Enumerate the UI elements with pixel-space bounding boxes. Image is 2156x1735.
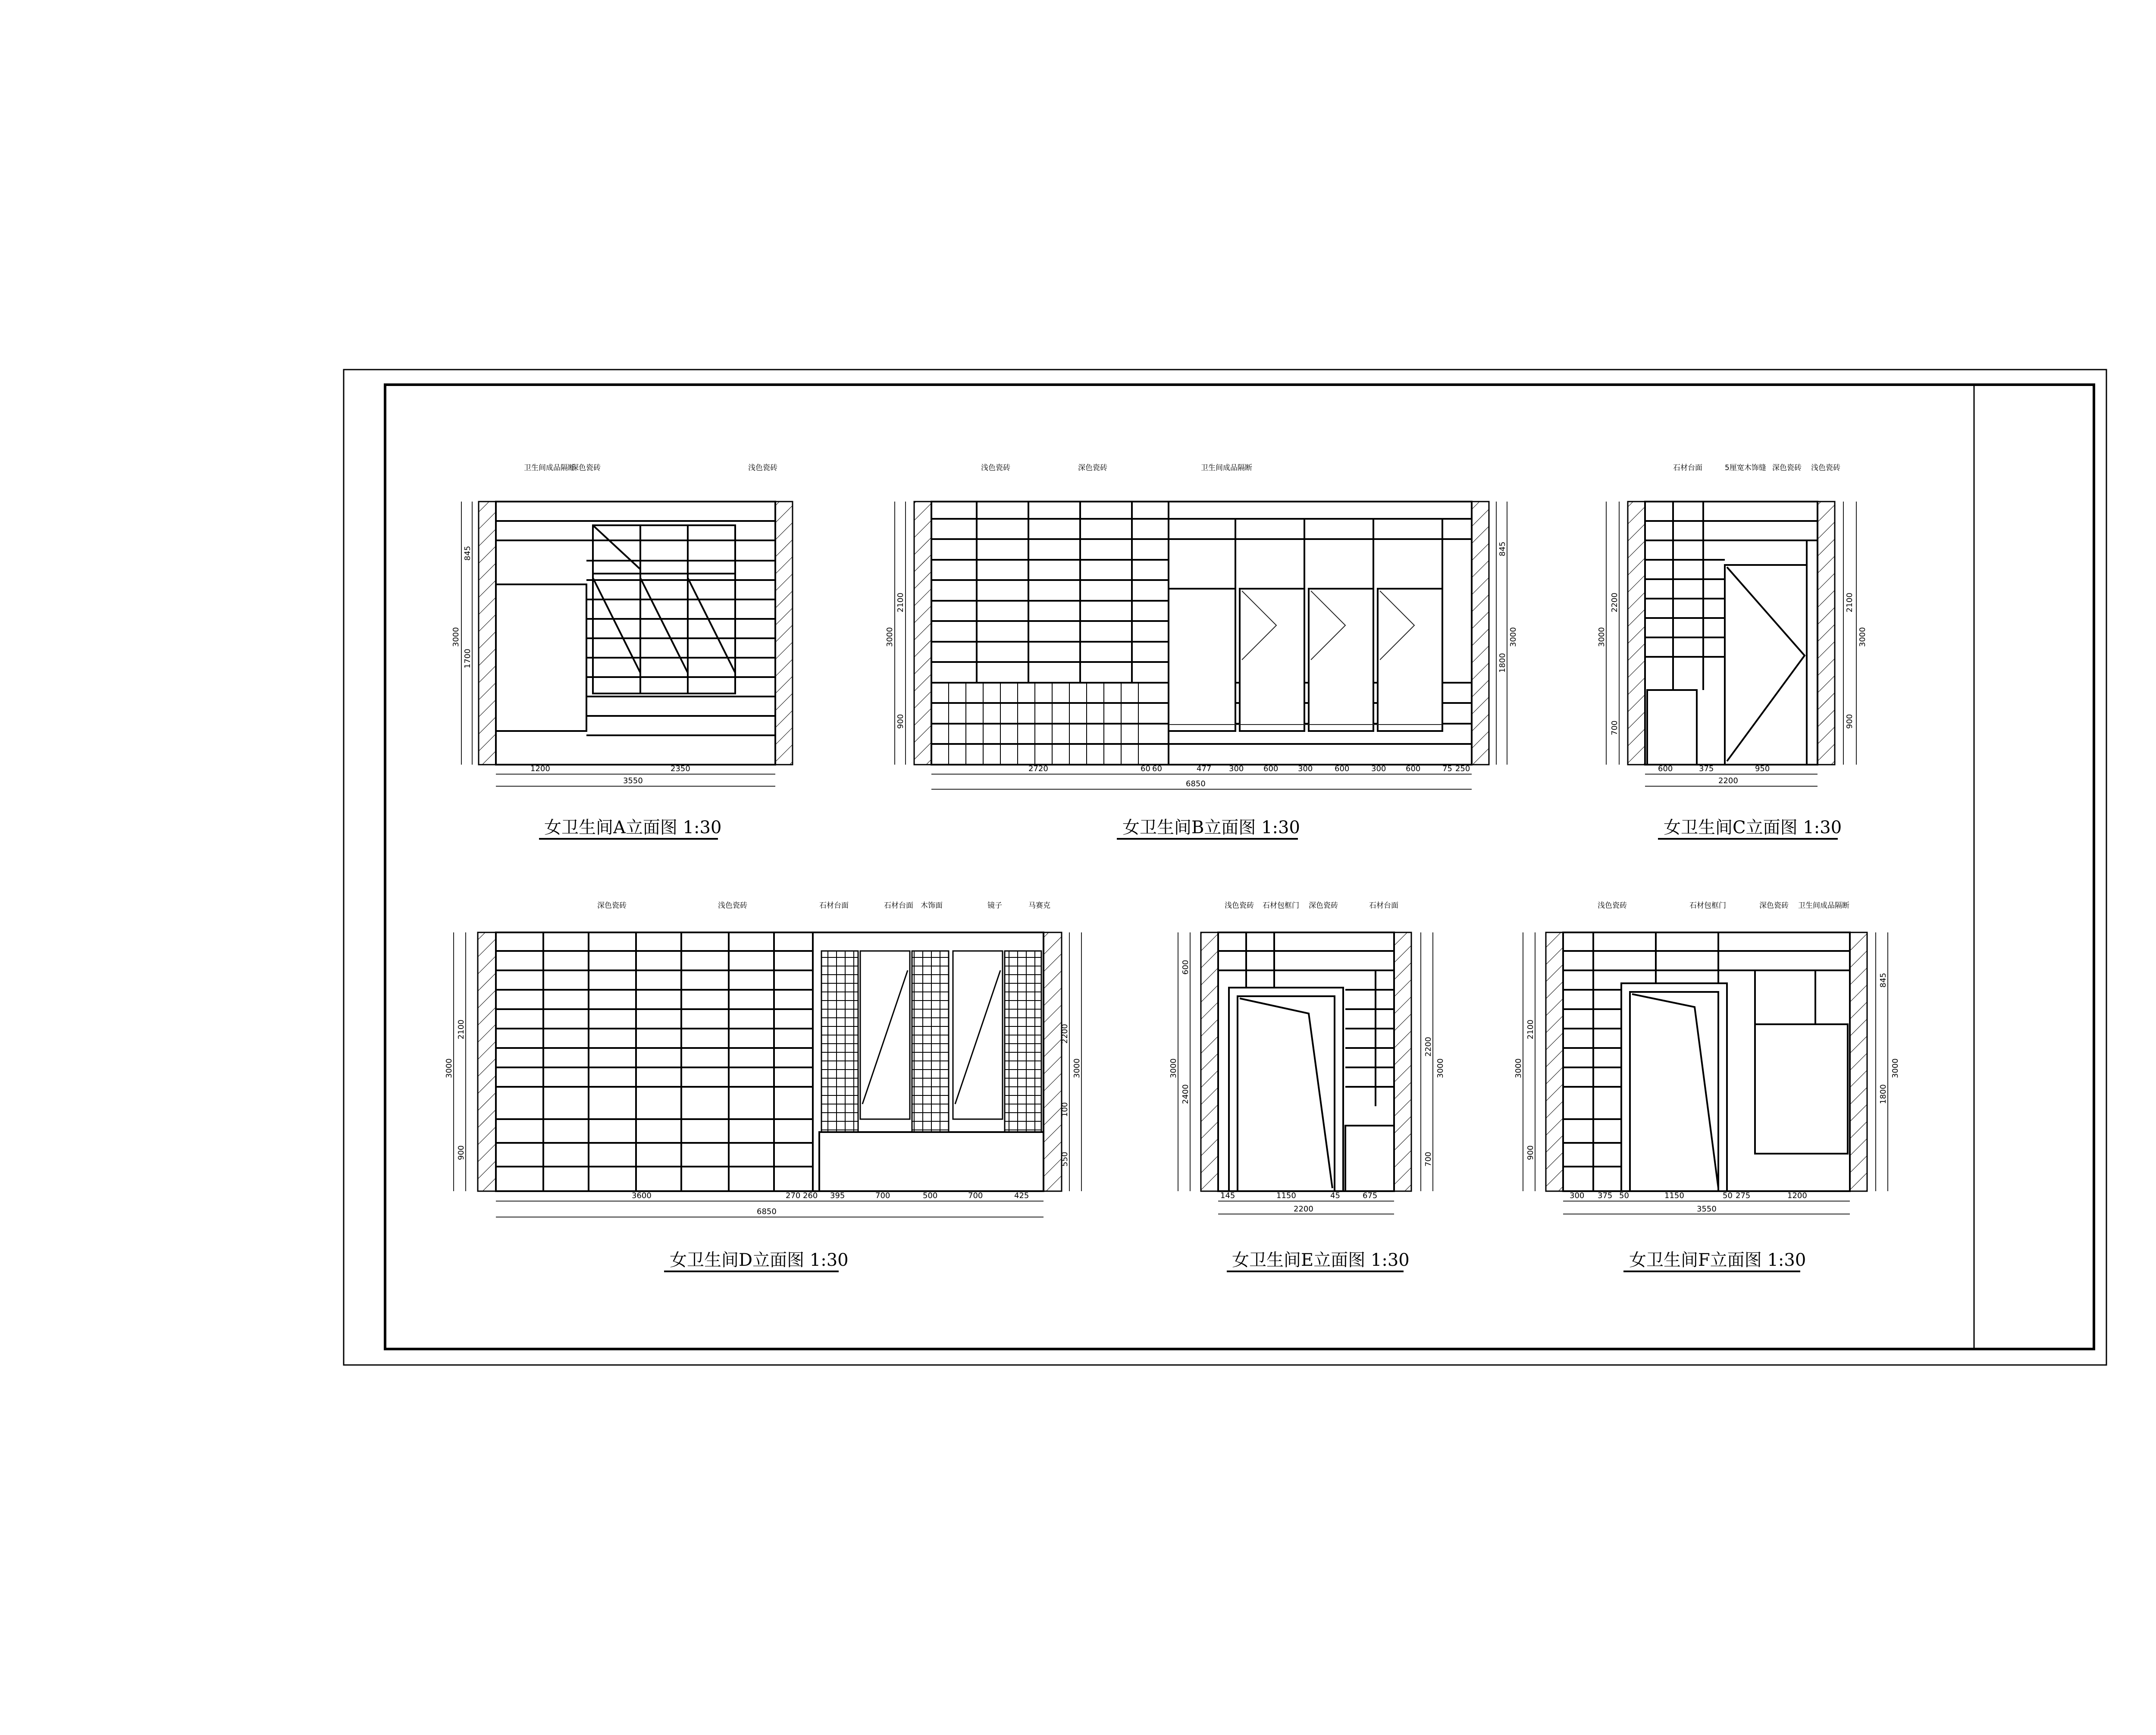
wall-hatch-right xyxy=(1818,502,1835,765)
dim-d-l-0: 2100 xyxy=(457,1020,466,1039)
dim-b-r-1: 1800 xyxy=(1498,653,1507,673)
wall-hatch-left xyxy=(1201,932,1218,1191)
vanity-counter xyxy=(819,1132,1044,1191)
dim-b-b1-10: 75 xyxy=(1442,764,1452,773)
dim-e-l-2: 2400 xyxy=(1181,1084,1190,1104)
dim-b-b1-2: 60 xyxy=(1152,764,1162,773)
dim-f-b1-0: 300 xyxy=(1570,1191,1585,1200)
wall-hatch-left xyxy=(479,502,496,765)
title-b: 女卫生间B立面图 1:30 xyxy=(1122,818,1300,838)
dim-c-l-0: 2200 xyxy=(1610,593,1619,612)
dim-c-l-2: 700 xyxy=(1610,720,1619,735)
note-d-6: 马赛克 xyxy=(1028,901,1050,910)
dim-b-r-2: 3000 xyxy=(1509,627,1518,647)
note-a-1: 深色瓷砖 xyxy=(571,464,601,472)
note-b-2: 卫生间成品隔断 xyxy=(1201,464,1252,472)
dim-d-b2-0: 6850 xyxy=(757,1207,777,1216)
dim-b-b1-7: 600 xyxy=(1335,764,1350,773)
wall-hatch-right xyxy=(1850,932,1867,1191)
dim-e-b1-0: 145 xyxy=(1220,1191,1235,1200)
dim-c-b1-2: 950 xyxy=(1755,764,1770,773)
dim-d-b1-4: 700 xyxy=(875,1191,890,1200)
dim-b-b1-8: 300 xyxy=(1371,764,1386,773)
dim-f-l-1: 3000 xyxy=(1514,1058,1523,1078)
dim-c-r-1: 3000 xyxy=(1858,627,1867,647)
wall-hatch-left xyxy=(1546,932,1563,1191)
dim-e-l-1: 3000 xyxy=(1169,1058,1178,1078)
note-d-4: 木饰面 xyxy=(921,901,943,910)
dim-e-r-2: 700 xyxy=(1424,1151,1433,1167)
dim-f-l-0: 2100 xyxy=(1526,1020,1535,1039)
dim-d-r-0: 2200 xyxy=(1060,1024,1069,1044)
note-f-0: 浅色瓷砖 xyxy=(1598,901,1627,910)
dim-f-b2-0: 3550 xyxy=(1697,1205,1717,1214)
wall-hatch-right xyxy=(1394,932,1411,1191)
note-b-0: 浅色瓷砖 xyxy=(981,464,1010,472)
dim-a-l-0: 845 xyxy=(463,546,472,561)
mosaic-panels xyxy=(821,951,1041,1132)
wall-hatch-right xyxy=(1044,932,1062,1191)
dim-a-l-2: 3000 xyxy=(451,627,461,647)
title-a: 女卫生间A立面图 1:30 xyxy=(544,818,722,838)
dim-e-l-0: 600 xyxy=(1181,960,1190,975)
dim-b-b1-1: 60 xyxy=(1141,764,1150,773)
note-e-0: 浅色瓷砖 xyxy=(1225,901,1254,910)
note-e-3: 石材台面 xyxy=(1369,901,1398,910)
note-c-2: 深色瓷砖 xyxy=(1772,464,1802,472)
window xyxy=(593,525,735,693)
dim-b-b2-0: 6850 xyxy=(1186,779,1206,788)
dim-b-b1-3: 477 xyxy=(1197,764,1212,773)
dim-e-b2-0: 2200 xyxy=(1294,1205,1313,1214)
dim-f-r-0: 845 xyxy=(1879,973,1888,988)
note-f-3: 卫生间成品隔断 xyxy=(1798,901,1849,910)
dim-c-b1-0: 600 xyxy=(1658,764,1673,773)
title-f: 女卫生间F立面图 1:30 xyxy=(1629,1250,1806,1270)
dim-f-b1-3: 1150 xyxy=(1664,1191,1684,1200)
title-d: 女卫生间D立面图 1:30 xyxy=(670,1250,849,1270)
note-b-1: 深色瓷砖 xyxy=(1078,464,1107,472)
elevation-b xyxy=(885,464,1518,839)
dim-c-b2-0: 2200 xyxy=(1718,776,1738,785)
dim-d-b1-0: 3600 xyxy=(632,1191,652,1200)
dim-f-r-2: 1800 xyxy=(1879,1084,1888,1104)
note-f-2: 深色瓷砖 xyxy=(1759,901,1789,910)
dim-b-b1-11: 250 xyxy=(1455,764,1470,773)
elevation-e xyxy=(1169,901,1445,1271)
dim-c-r-0: 2100 xyxy=(1845,593,1854,612)
dim-f-b1-4: 50 xyxy=(1723,1191,1733,1200)
elevation-c xyxy=(1597,464,1867,839)
dims-left xyxy=(461,502,472,765)
dim-c-l-1: 3000 xyxy=(1597,627,1606,647)
dim-d-l-1: 3000 xyxy=(445,1058,454,1078)
dim-f-r-1: 3000 xyxy=(1891,1058,1900,1078)
wall-hatch-left xyxy=(478,932,496,1191)
wall-hatch-right xyxy=(1472,502,1489,765)
dim-a-l-1: 1700 xyxy=(463,649,472,668)
dim-f-b1-6: 1200 xyxy=(1787,1191,1807,1200)
title-e: 女卫生间E立面图 1:30 xyxy=(1232,1250,1410,1270)
dim-a-b1-1: 2350 xyxy=(671,764,690,773)
dim-d-b1-6: 700 xyxy=(968,1191,983,1200)
title-c: 女卫生间C立面图 1:30 xyxy=(1664,818,1842,838)
elevation-f xyxy=(1514,901,1900,1271)
dim-e-b1-1: 1150 xyxy=(1276,1191,1296,1200)
dim-b-l-0: 2100 xyxy=(896,593,905,612)
tile-grid xyxy=(496,932,813,1191)
note-d-5: 镜子 xyxy=(987,901,1002,910)
dim-d-r-2: 100 xyxy=(1060,1102,1069,1117)
wall-hatch-left xyxy=(1628,502,1645,765)
dim-c-r-2: 900 xyxy=(1845,714,1854,729)
door xyxy=(1621,983,1727,1191)
dim-b-l-1: 3000 xyxy=(885,627,894,647)
dim-d-b1-5: 500 xyxy=(923,1191,938,1200)
dim-d-b1-3: 395 xyxy=(830,1191,845,1200)
note-a-0: 卫生间成品隔断 xyxy=(524,464,575,472)
dim-d-b1-2: 260 xyxy=(803,1191,818,1200)
dim-e-b1-2: 45 xyxy=(1330,1191,1340,1200)
note-a-2: 浅色瓷砖 xyxy=(748,464,777,472)
dim-d-b1-1: 270 xyxy=(786,1191,801,1200)
note-d-0: 深色瓷砖 xyxy=(597,901,627,910)
note-f-1: 石材包框门 xyxy=(1689,901,1726,910)
wall-hatch-left xyxy=(914,502,931,765)
note-c-0: 石材台面 xyxy=(1673,464,1702,472)
partition xyxy=(1755,1024,1848,1154)
dim-e-r-0: 2200 xyxy=(1424,1037,1433,1057)
wall-hatch-right xyxy=(775,502,793,765)
dim-f-b1-2: 50 xyxy=(1619,1191,1629,1200)
note-d-3: 石材台面 xyxy=(884,901,913,910)
dim-b-b1-4: 300 xyxy=(1229,764,1244,773)
elevation-d xyxy=(445,901,1081,1271)
elevation-a xyxy=(451,464,793,839)
dim-d-r-3: 550 xyxy=(1060,1151,1069,1167)
dim-b-l-2: 900 xyxy=(896,714,905,729)
note-c-1: 5厘宽木饰缝 xyxy=(1725,464,1766,472)
note-d-2: 石材台面 xyxy=(819,901,849,910)
dim-d-b1-7: 425 xyxy=(1014,1191,1029,1200)
vanity xyxy=(1647,690,1697,765)
note-d-1: 浅色瓷砖 xyxy=(718,901,747,910)
dim-f-l-2: 900 xyxy=(1526,1145,1535,1160)
dim-b-b1-6: 300 xyxy=(1298,764,1313,773)
note-c-3: 浅色瓷砖 xyxy=(1811,464,1840,472)
door xyxy=(1229,988,1343,1191)
vanity xyxy=(1345,1126,1394,1191)
dim-e-b1-3: 675 xyxy=(1363,1191,1378,1200)
partition xyxy=(496,584,586,731)
inner-border xyxy=(385,385,2094,1349)
dims-right xyxy=(1876,932,1888,1191)
dim-f-b1-5: 275 xyxy=(1736,1191,1751,1200)
note-e-2: 深色瓷砖 xyxy=(1309,901,1338,910)
dim-e-r-1: 3000 xyxy=(1436,1058,1445,1078)
dim-d-l-2: 900 xyxy=(457,1145,466,1160)
dim-a-b1-0: 1200 xyxy=(530,764,550,773)
dim-a-b2-0: 3550 xyxy=(623,776,643,785)
dim-d-r-1: 3000 xyxy=(1072,1058,1081,1078)
note-e-1: 石材包框门 xyxy=(1263,901,1299,910)
door xyxy=(1725,565,1807,765)
dim-f-b1-1: 375 xyxy=(1598,1191,1613,1200)
dim-b-r-0: 845 xyxy=(1498,541,1507,556)
dims-right xyxy=(1496,502,1507,765)
dim-b-b1-9: 600 xyxy=(1406,764,1421,773)
dim-c-b1-1: 375 xyxy=(1699,764,1714,773)
dim-b-b1-5: 600 xyxy=(1263,764,1279,773)
dim-b-b1-0: 2720 xyxy=(1028,764,1048,773)
toilet-partitions xyxy=(1169,589,1442,731)
